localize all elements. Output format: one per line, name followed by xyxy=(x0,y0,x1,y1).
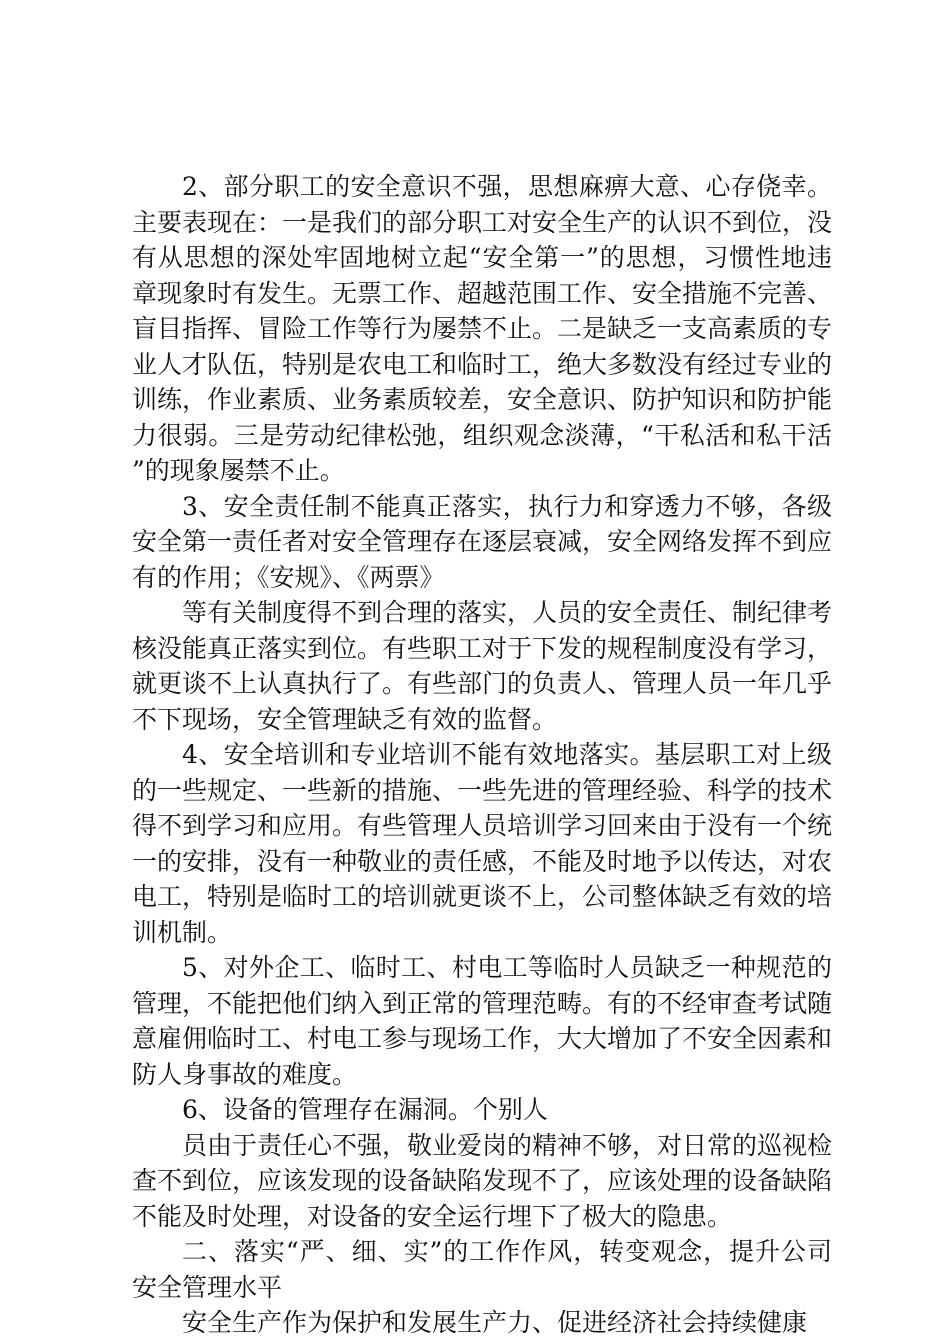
paragraph-regulations-implementation: 等有关制度得不到合理的落实，人员的安全责任、制纪律考核没能真正落实到位。有些职工对于下发的规程制度没有学习，就更谈不上认真执行了。有些部门的负责人、管理人员一年几乎不下现场，安全管理缺乏有效的监督。 xyxy=(132,598,833,734)
paragraph-responsibility-system: 3、安全责任制不能真正落实，执行力和穿透力不够，各级安全第一责任者对安全管理存在逐层衰减，安全网络发挥不到应有的作用；《安规》、《两票》 xyxy=(132,491,833,592)
paragraph-equipment-continuation: 员由于责任心不强，敬业爱岗的精神不够，对日常的巡视检查不到位，应该发现的设备缺陷发现不了，应该处理的设备缺陷不能及时处理，对设备的安全运行埋下了极大的隐患。 xyxy=(132,1130,833,1231)
paragraph-temporary-staff: 5、对外企工、临时工、村电工等临时人员缺乏一种规范的管理，不能把他们纳入到正常的管理范畴。有的不经审查考试随意雇佣临时工、村电工参与现场工作，大大增加了不安全因素和防人身事故的难度。 xyxy=(132,953,833,1089)
paragraph-safety-production: 安全生产作为保护和发展生产力、促进经济社会持续健康 xyxy=(182,1308,808,1337)
paragraph-equipment-management: 6、设备的管理存在漏洞。个别人 xyxy=(182,1095,548,1124)
paragraph-training: 4、安全培训和专业培训不能有效地落实。基层职工对上级的一些规定、一些新的措施、一些先进的管理经验、科学的技术得不到学习和应用。有些管理人员培训学习回来由于没有一个统一的安排，没有一种敬业的责任感，不能及时地予以传达，对农电工，特别是临时工的培训就更谈不上，公司整体缺乏有效的培训机制。 xyxy=(132,740,833,947)
document-body xyxy=(132,169,832,1341)
paragraph-staff-awareness: 2、部分职工的安全意识不强，思想麻痹大意、心存侥幸。主要表现在：一是我们的部分职工对安全生产的认识不到位，没有从思想的深处牢固地树立起“安全第一”的思想，习惯性地违章现象时有发生。无票工作、超越范围工作、安全措施不完善、盲目指挥、冒险工作等行为屡禁不止。二是缺乏一支高素质的专业人才队伍，特别是农电工和临时工，绝大多数没有经过专业的训练，作业素质、业务素质较差，安全意识、防护知识和防护能力很弱。三是劳动纪律松弛，组织观念淡薄，“干私活和私干活”的现象屡禁不止。 xyxy=(132,172,833,485)
section-heading-work-style: 二、落实“严、细、实”的工作作风，转变观念，提升公司安全管理水平 xyxy=(132,1237,832,1302)
